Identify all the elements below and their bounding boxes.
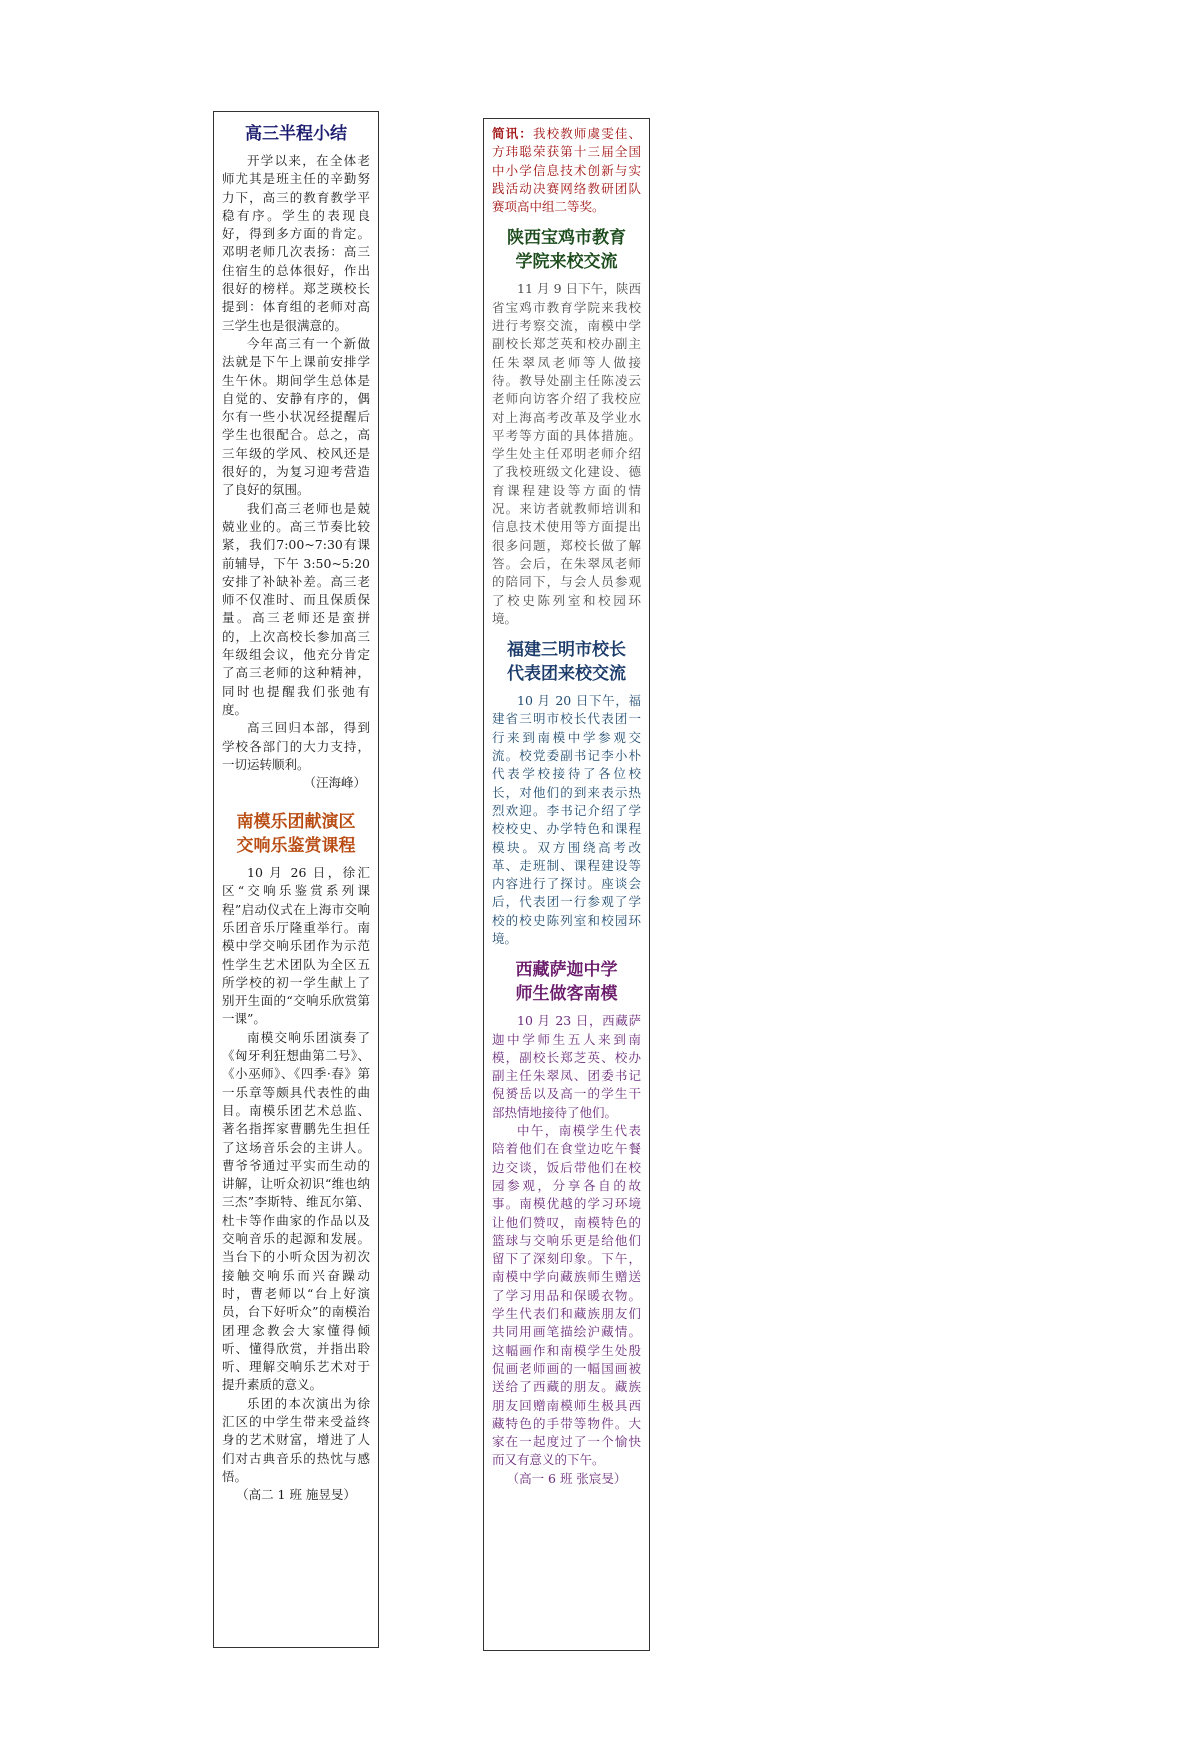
article-body-tibet bbox=[492, 1012, 641, 1487]
spacer bbox=[222, 792, 370, 806]
left-column bbox=[213, 111, 379, 1648]
article-author: （高二 1 班 施昱旻） bbox=[236, 1487, 356, 1503]
right-column bbox=[483, 118, 650, 1651]
title-line-2: 学院来校交流 bbox=[515, 252, 618, 273]
article-body-senior-three bbox=[222, 152, 370, 792]
title-line-1: 西藏萨迦中学 bbox=[515, 960, 618, 981]
paragraph: 中午，南模学生代表陪着他们在食堂边吃午餐边交谈，饭后带他们在校园参观，分享各自的故事。南模优越的学习环境让他们赞叹，南模特色的篮球与交响乐更是给他们留下了深刻印象。下午，南模中学向藏族师生赠送了学习用品和保暖衣物。学生代表们和藏族朋友们共同用画笔描绘沪藏情。这幅画作和南模学生处殷侃画老师画的一幅国画被送给了西藏的朋友。藏族朋友回赠南模师生极具西藏特色的手带等物件。大家在一起度过了一个愉快而又有意义的下午。 bbox=[492, 1123, 641, 1468]
article-body-orchestra bbox=[222, 864, 370, 1504]
article-title-baoji bbox=[492, 226, 641, 274]
title-line-1: 福建三明市校长 bbox=[507, 640, 626, 661]
paragraph: 今年高三有一个新做法就是下午上课前安排学生午休。期间学生总体是自觉的、安静有序的，偶尔有一些小状况经提醒后学生也很配合。总之，高三年级的学风、校风还是很好的，为复习迎考营造了良好的氛围。 bbox=[222, 335, 370, 498]
news-brief bbox=[492, 125, 641, 216]
title-line-1: 陕西宝鸡市教育 bbox=[507, 228, 626, 249]
brief-label: 简讯： bbox=[492, 126, 533, 141]
article-title-senior-three-summary: 高三半程小结 bbox=[245, 124, 347, 144]
article-title-orchestra bbox=[222, 810, 370, 858]
article-title-sanming bbox=[492, 638, 641, 686]
paragraph: 10 月 26 日，徐汇区“交响乐鉴赏系列课程”启动仪式在上海市交响乐团音乐厅隆重举行。南模中学交响乐团作为示范性学生艺术团队为全区五所学校的初一学生献上了别开生面的“交响乐欣赏第一课”。 bbox=[222, 865, 370, 1027]
paragraph: 开学以来，在全体老师尤其是班主任的辛勤努力下，高三的教育教学平稳有序。学生的表现良好，得到多方面的肯定。邓明老师几次表扬：高三住宿生的总体很好，作出很好的榜样。郑芝瑛校长提到：体育组的老师对高三学生也是很满意的。 bbox=[222, 153, 370, 333]
article-author: （汪海峰） bbox=[303, 775, 366, 791]
paragraph: 10 月 20 日下午，福建省三明市校长代表团一行来到南模中学参观交流。校党委副书记李小朴代表学校接待了各位校长，对他们的到来表示热烈欢迎。李书记介绍了学校校史、办学特色和课程模块。双方围绕高考改革、走班制、课程建设等内容进行了探讨。座谈会后，代表团一行参观了学校的校史陈列室和校园环境。 bbox=[492, 693, 641, 946]
paragraph: 我们高三老师也是兢兢业业的。高三节奏比较紧，我们7:00~7:30有课前辅导，下午 3:50~5:20 安排了补缺补差。高三老师不仅准时、而且保质保量。高三老师还是蛮拼的，上次高校长参加高三年级组会议，他充分肯定了高三老师的这种精神，同时也提醒我们张弛有度。 bbox=[222, 500, 370, 717]
spacer bbox=[492, 216, 641, 222]
paragraph: 11 月 9 日下午，陕西省宝鸡市教育学院来我校进行考察交流，南模中学副校长郑芝英和校办副主任朱翠凤老师等人做接待。教导处副主任陈凌云老师向访客介绍了我校应对上海高考改革及学业水平考等方面的具体措施。学生处主任邓明老师介绍了我校班级文化建设、德育课程建设等方面的情况。来访者就教师培训和信息技术使用等方面提出很多问题，郑校长做了解答。会后，在朱翠凤老师的陪同下，与会人员参观了校史陈列室和校园环境。 bbox=[492, 281, 641, 626]
article-body-baoji bbox=[492, 280, 641, 628]
article-title-tibet bbox=[492, 958, 641, 1006]
title-line-2: 代表团来校交流 bbox=[507, 664, 626, 685]
paragraph: 10 月 23 日，西藏萨迦中学师生五人来到南模，副校长郑芝英、校办副主任朱翠凤、团委书记倪赟岳以及高一的学生干部热情地接待了他们。 bbox=[492, 1013, 641, 1120]
paragraph: 南模交响乐团演奏了《匈牙利狂想曲第二号》、《小巫师》、《四季·春》第一乐章等颇具代表性的曲目。南模乐团艺术总监、著名指挥家曹鹏先生担任了这场音乐会的主讲人。曹爷爷通过平实而生动的讲解，让听众初识“维也纳三杰”李斯特、维瓦尔第、杜卡等作曲家的作品以及交响音乐的起源和发展。当台下的小听众因为初次接触交响乐而兴奋躁动时，曹老师以“台上好演员，台下好听众”的南模治团理念教会大家懂得倾听、懂得欣赏，并指出聆听、理解交响乐艺术对于提升素质的意义。 bbox=[222, 1029, 370, 1393]
paragraph: 高三回归本部，得到学校各部门的大力支持，一切运转顺利。 bbox=[222, 720, 370, 772]
brief-text: 我校教师虞雯佳、方玮聪荣获第十三届全国中小学信息技术创新与实践活动决赛网络教研团队赛项高中组二等奖。 bbox=[492, 126, 641, 215]
article-author: （高一 6 班 张宸旻） bbox=[506, 1470, 627, 1486]
paragraph: 乐团的本次演出为徐汇区的中学生带来受益终身的艺术财富，增进了人们对古典音乐的热忱与感悟。 bbox=[222, 1395, 370, 1484]
title-line-2: 交响乐鉴赏课程 bbox=[236, 836, 356, 857]
spacer bbox=[492, 628, 641, 634]
title-line-2: 师生做客南模 bbox=[515, 984, 618, 1005]
spacer bbox=[492, 948, 641, 954]
article-body-sanming bbox=[492, 692, 641, 948]
title-line-1: 南模乐团献演区 bbox=[236, 812, 356, 833]
